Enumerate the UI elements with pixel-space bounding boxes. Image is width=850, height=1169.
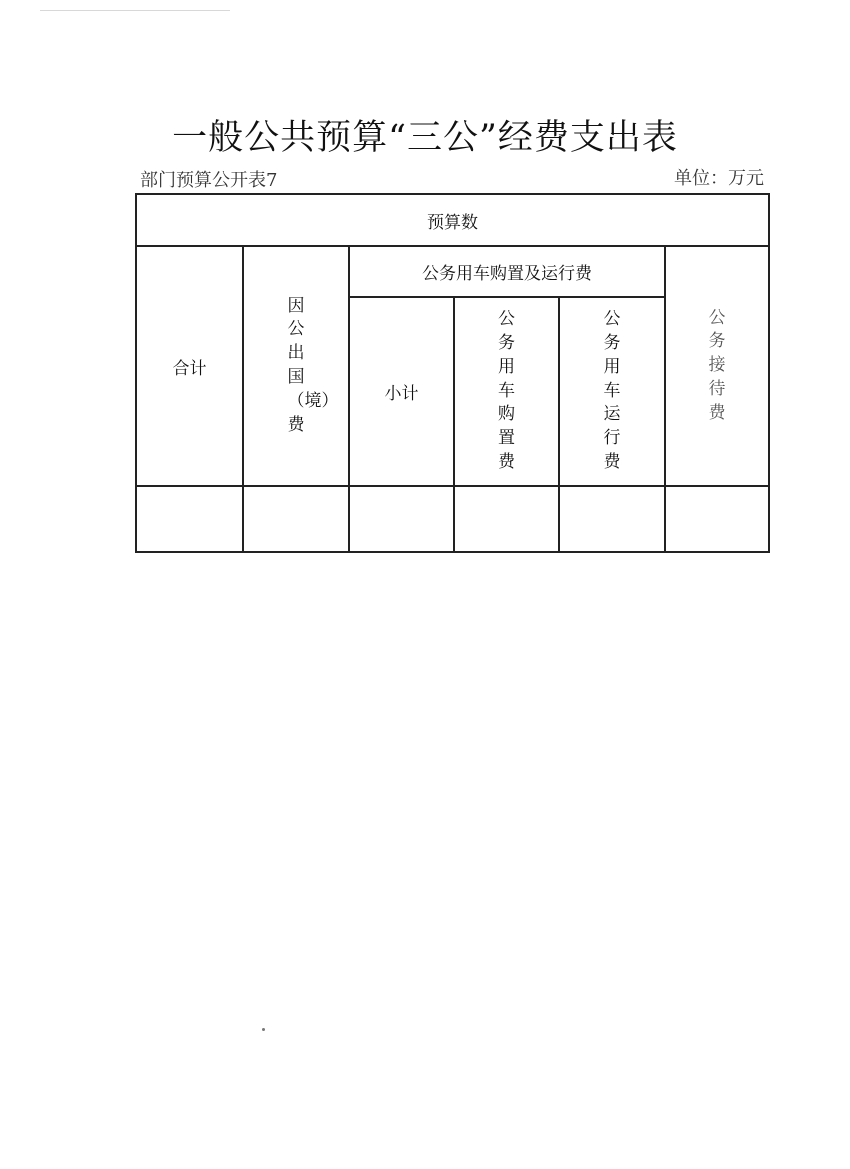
budget-table bbox=[135, 193, 770, 553]
header-budget: 预算数 bbox=[427, 212, 478, 233]
header-vehicle-purchase: 公务用车购置费 bbox=[498, 309, 515, 472]
header-vehicle-operation-cell bbox=[560, 298, 664, 485]
data-cell-vehicle-purchase bbox=[455, 487, 558, 551]
scan-artifact-line bbox=[40, 10, 230, 11]
header-abroad-cell bbox=[244, 247, 348, 485]
header-vehicle-group: 公务用车购置及运行费 bbox=[422, 264, 592, 284]
header-total: 合计 bbox=[172, 358, 207, 379]
table-caption: 部门预算公开表7 bbox=[140, 170, 278, 191]
data-cell-abroad bbox=[244, 487, 348, 551]
header-subtotal: 小计 bbox=[384, 384, 419, 404]
data-cell-total bbox=[137, 487, 242, 551]
header-vehicle-operation: 公务用车运行费 bbox=[603, 309, 621, 472]
data-cell-vehicle-operation bbox=[560, 487, 664, 551]
scan-speck bbox=[262, 1028, 265, 1031]
header-reception: 公务接待费 bbox=[708, 307, 726, 423]
header-reception-cell bbox=[666, 247, 768, 485]
header-vehicle-purchase-cell bbox=[455, 298, 558, 485]
page-title: 一般公共预算“三公”经费支出表 bbox=[172, 118, 678, 158]
data-cell-subtotal bbox=[350, 487, 453, 551]
data-cell-reception bbox=[666, 487, 768, 551]
header-abroad: 因公出国（境）费 bbox=[287, 295, 339, 435]
unit-label: 单位：万元 bbox=[674, 168, 764, 189]
